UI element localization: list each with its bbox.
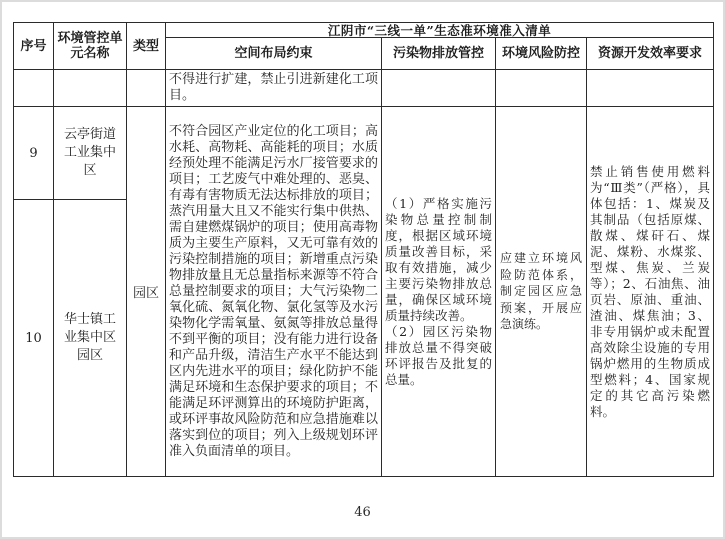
carryover-row [14, 70, 714, 107]
access-list-table [13, 22, 714, 477]
header-resource-efficiency: 资源开发效率要求 [587, 38, 714, 70]
carryover-risk-cell [496, 70, 587, 107]
row10-serial: 10 [14, 200, 54, 477]
header-banner-title: 江阴市“三线一单”生态准环境准入清单 [166, 23, 714, 38]
header-space-constraints: 空间布局约束 [166, 38, 382, 70]
row9-serial: 9 [14, 107, 54, 200]
row9-unit-name: 云亭街道工业集中区 [54, 107, 127, 200]
header-unit-name: 环境管控单元名称 [54, 23, 127, 70]
header-pollution-control: 污染物排放管控 [382, 38, 496, 70]
pollution-paragraph-1: （1）严格实施污染物总量控制制度，根据区域环境质量改善目标，采取有效措施，减少主要污染物排放总量，确保区域环境质量持续改善。 [385, 195, 492, 323]
carryover-serial-cell [14, 70, 54, 107]
carryover-resource-cell [587, 70, 714, 107]
table-row [14, 107, 714, 200]
table-header-row-1 [14, 23, 714, 38]
carryover-name-cell [54, 70, 127, 107]
header-risk-prevention: 环境风险防控 [496, 38, 587, 70]
header-type: 类型 [127, 23, 166, 70]
merged-pollution-control-cell [382, 107, 496, 477]
merged-resource-efficiency-text: 禁止销售使用燃料为“Ⅲ类”（严格），具体包括：1、煤炭及其制品（包括原煤、散煤、煤矸石、煤泥、煤粉、水煤浆、型煤、焦炭、兰炭等）；2、石油焦、油页岩、原油、重油、渣油、煤焦油；3、非专用锅炉或未配置高效除尘设施的专用锅炉燃用的生物质成型燃料；4、国家规定的其它高污染燃料。 [587, 107, 714, 477]
merged-type-cell: 园区 [127, 107, 166, 477]
merged-space-constraints-text: 不符合园区产业定位的化工项目；高水耗、高物耗、高能耗的项目；水质经预处理不能满足污水厂接管要求的项目；工艺废气中难处理的、恶臭、有毒有害物质无法达标排放的项目；蒸汽用量大且又不能实行集中供热、需自建燃煤锅炉的项目；使用高毒物质为主要生产原料，又无可靠有效的污染控制措施的项目；新增重点污染物排放量且无总量指标来源等不符合总量控制要求的项目；大气污染物二氧化硫、氮氧化物、氯化氢等及水污染物化学需氧量、氨氮等排放总量得不到平衡的项目；没有能力进行设备和产品升级，清洁生产水平不能达到区内先进水平的项目；绿化防护不能满足环境和生态保护要求的项目；不能满足环评测算出的环境防护距离，或环评事故风险防范和应急措施难以落实到位的项目；列入上级规划环评准入负面清单的项目。 [166, 107, 382, 477]
carryover-type-cell [127, 70, 166, 107]
page-number: 46 [354, 505, 371, 520]
pollution-paragraph-2: （2）园区污染物排放总量不得突破环评报告及批复的总量。 [385, 323, 492, 387]
carryover-space-text: 不得进行扩建，禁止引进新建化工项目。 [166, 70, 382, 107]
merged-risk-prevention-text: 应建立环境风险防范体系，制定园区应急预案，开展应急演练。 [496, 107, 587, 477]
header-serial: 序号 [14, 23, 54, 70]
row10-unit-name: 华士镇工业集中区园区 [54, 200, 127, 477]
carryover-pollution-cell [382, 70, 496, 107]
